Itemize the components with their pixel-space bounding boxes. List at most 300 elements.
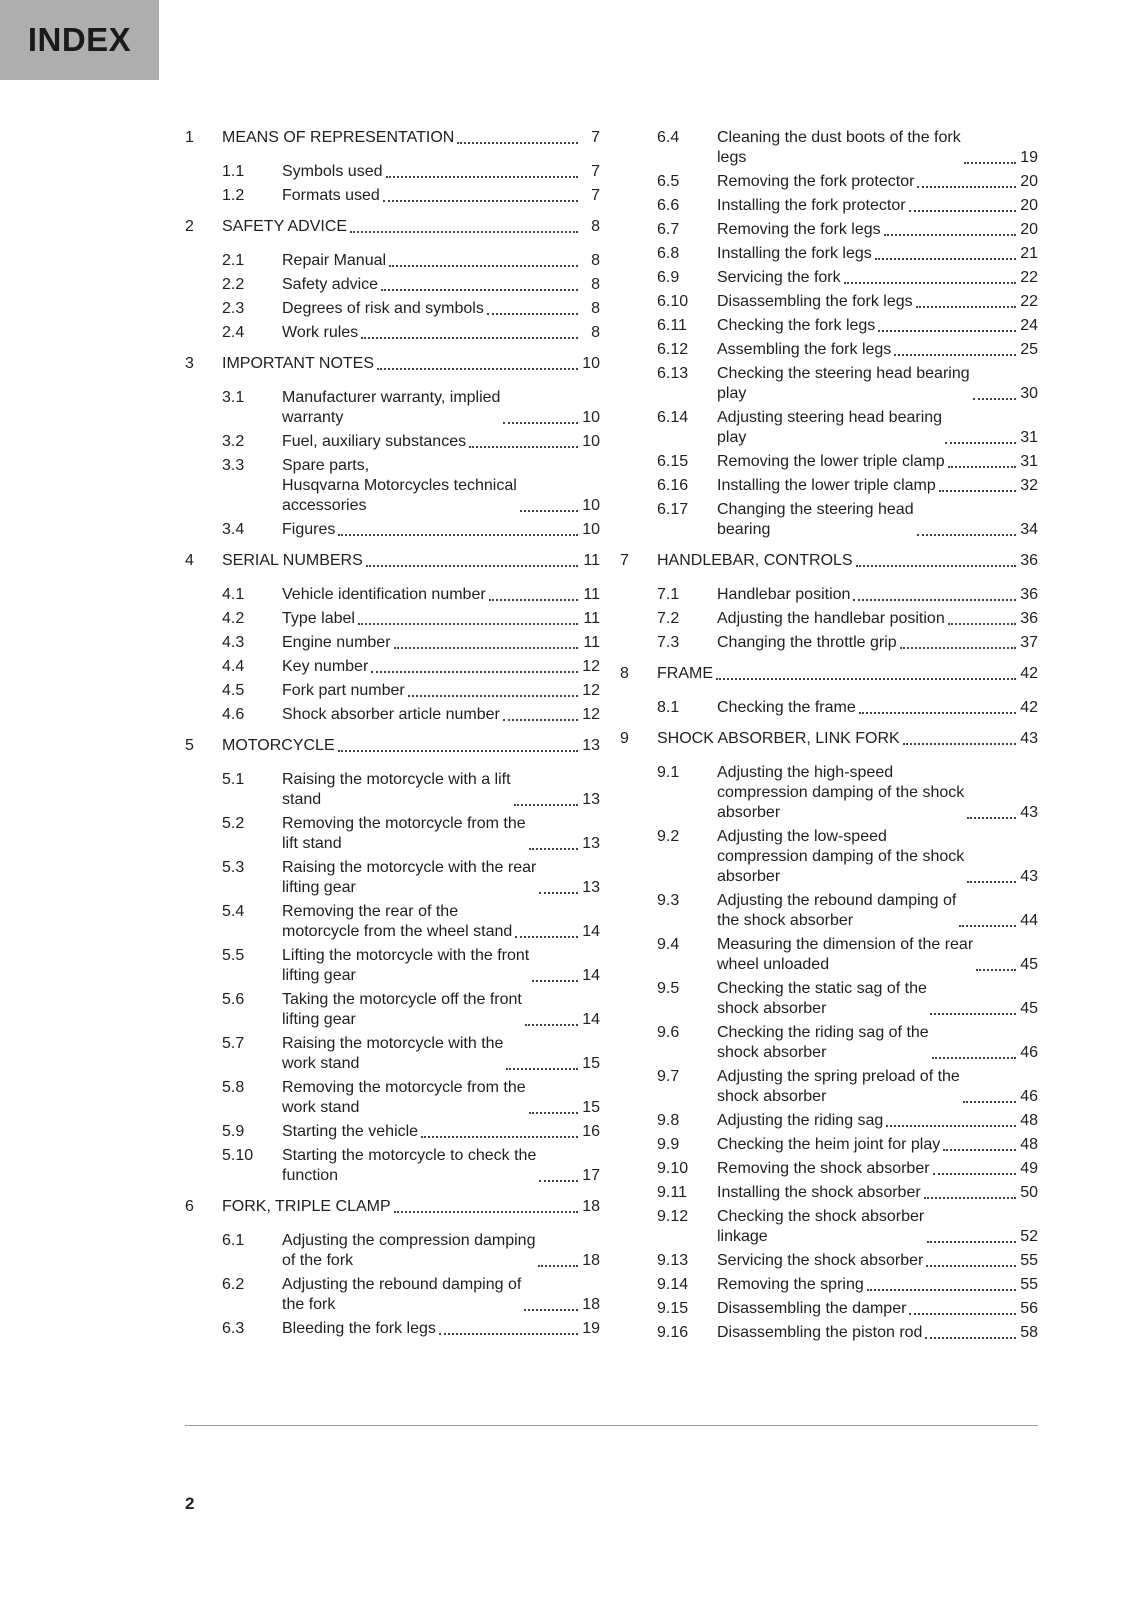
dot-leader bbox=[503, 719, 578, 721]
toc-subsection-title: Formats used bbox=[282, 187, 380, 204]
toc-section bbox=[185, 1197, 600, 1339]
toc-subsection-text bbox=[717, 1323, 1038, 1343]
toc-subsection-entry[interactable] bbox=[620, 364, 1038, 404]
toc-subsection-number: 9.2 bbox=[657, 828, 680, 845]
toc-subsection-number: 6.3 bbox=[222, 1320, 245, 1337]
toc-subsection-entry[interactable] bbox=[185, 1122, 600, 1142]
toc-subsection-entry[interactable] bbox=[620, 1275, 1038, 1295]
toc-subsection-text bbox=[717, 452, 1038, 472]
toc-subsection-text bbox=[717, 827, 1038, 887]
toc-subsection-number: 5.8 bbox=[222, 1079, 245, 1096]
toc-subsection-page: 13 bbox=[582, 835, 600, 852]
toc-section-title: HANDLEBAR, CONTROLS bbox=[657, 552, 853, 569]
toc-subsection-page: 13 bbox=[582, 879, 600, 896]
toc-subsection-entry[interactable] bbox=[185, 770, 600, 810]
toc-subsection-text bbox=[282, 705, 600, 725]
toc-subsection-number: 4.1 bbox=[222, 586, 245, 603]
toc-subsection-entry[interactable] bbox=[185, 946, 600, 986]
dot-leader bbox=[844, 282, 1016, 284]
dot-leader bbox=[967, 881, 1016, 883]
toc-subsection-entry[interactable] bbox=[185, 251, 600, 271]
toc-subsection-title: Removing the rear of the motorcycle from the wheel stand bbox=[282, 903, 513, 940]
toc-subsection-title: Safety advice bbox=[282, 276, 379, 293]
toc-section-title: SERIAL NUMBERS bbox=[222, 552, 363, 569]
toc-subsection-entry[interactable] bbox=[620, 585, 1038, 605]
toc-subsection-text bbox=[282, 681, 600, 701]
dot-leader bbox=[361, 337, 578, 339]
toc-subsection-page: 46 bbox=[1020, 1044, 1038, 1061]
toc-subsection-text bbox=[717, 172, 1038, 192]
toc-subsection-entry[interactable] bbox=[620, 1159, 1038, 1179]
toc-subsection-text bbox=[282, 770, 600, 810]
toc-subsection-entry[interactable] bbox=[185, 520, 600, 540]
toc-subsection-text bbox=[717, 220, 1038, 240]
toc-subsection-number: 7.3 bbox=[657, 634, 680, 651]
toc-section-text bbox=[657, 729, 1038, 749]
dot-leader bbox=[853, 599, 1016, 601]
toc-subsection-title: Starting the vehicle bbox=[282, 1123, 419, 1140]
toc-subsection-text bbox=[282, 1319, 600, 1339]
dot-leader bbox=[520, 510, 578, 512]
toc-subsection-number: 6.13 bbox=[657, 365, 689, 382]
toc-subsection-page: 8 bbox=[591, 276, 600, 293]
dot-leader bbox=[917, 186, 1016, 188]
dot-leader bbox=[338, 750, 578, 752]
toc-subsection-title: Adjusting the compression damping of the fork bbox=[282, 1232, 536, 1269]
dot-leader bbox=[389, 265, 578, 267]
toc-subsection-page: 15 bbox=[582, 1099, 600, 1116]
toc-subsection-text bbox=[717, 1275, 1038, 1295]
toc-subsection-title: Raising the motorcycle with the work stand bbox=[282, 1035, 504, 1072]
toc-subsection-page: 12 bbox=[582, 706, 600, 723]
toc-subsection-number: 7.2 bbox=[657, 610, 680, 627]
dot-leader bbox=[377, 368, 578, 370]
dot-leader bbox=[371, 671, 578, 673]
toc-subsection-page: 19 bbox=[1020, 149, 1038, 166]
toc-section-text bbox=[222, 1197, 600, 1217]
dot-leader bbox=[945, 442, 1016, 444]
toc-subsection-page: 34 bbox=[1020, 521, 1038, 538]
toc-subsection-entry[interactable] bbox=[185, 705, 600, 725]
toc-subsection-entry[interactable] bbox=[620, 244, 1038, 264]
toc-subsection-text bbox=[717, 316, 1038, 336]
dot-leader bbox=[538, 1265, 578, 1267]
toc-subsection-entry[interactable] bbox=[620, 500, 1038, 540]
toc-subsection-entry[interactable] bbox=[620, 827, 1038, 887]
toc-subsection-entry[interactable] bbox=[620, 1111, 1038, 1131]
toc-subsection-title: Checking the fork legs bbox=[717, 317, 876, 334]
toc-subsection-entry[interactable] bbox=[185, 299, 600, 319]
toc-subsection-text bbox=[282, 299, 600, 319]
toc-subsection-page: 56 bbox=[1020, 1300, 1038, 1317]
toc-section-entry[interactable] bbox=[620, 729, 1038, 749]
dot-leader bbox=[358, 623, 578, 625]
toc-subsection-text bbox=[717, 128, 1038, 168]
toc-subsection-entry[interactable] bbox=[185, 1146, 600, 1186]
toc-subsection-number: 1.1 bbox=[222, 163, 245, 180]
dot-leader bbox=[900, 647, 1016, 649]
toc-subsection-page: 10 bbox=[582, 497, 600, 514]
toc-subsection-text bbox=[717, 244, 1038, 264]
toc-section-page: 11 bbox=[583, 552, 600, 569]
toc-subsection-title: Adjusting the riding sag bbox=[717, 1112, 884, 1129]
toc-subsection-number: 4.5 bbox=[222, 682, 245, 699]
toc-subsection-number: 9.5 bbox=[657, 980, 680, 997]
toc-subsection-entry[interactable] bbox=[620, 763, 1038, 823]
toc-subsection-entry[interactable] bbox=[620, 292, 1038, 312]
toc-subsection-entry[interactable] bbox=[185, 609, 600, 629]
toc-subsection-title: Disassembling the piston rod bbox=[717, 1324, 923, 1341]
toc-section-page: 36 bbox=[1020, 552, 1038, 569]
toc-subsection-entry[interactable] bbox=[185, 681, 600, 701]
dot-leader bbox=[529, 1112, 578, 1114]
toc-subsection-number: 5.3 bbox=[222, 859, 245, 876]
toc-subsection-number: 6.7 bbox=[657, 221, 680, 238]
toc-section-entry[interactable] bbox=[185, 354, 600, 374]
toc-subsection-text bbox=[717, 1207, 1038, 1247]
toc-subsection-entry[interactable] bbox=[620, 196, 1038, 216]
toc-subsection-text bbox=[282, 990, 600, 1030]
toc-subsection-text bbox=[282, 1078, 600, 1118]
dot-leader bbox=[932, 1057, 1016, 1059]
toc-subsection-number: 2.1 bbox=[222, 252, 245, 269]
toc-subsection-entry[interactable] bbox=[185, 990, 600, 1030]
dot-leader bbox=[963, 1101, 1016, 1103]
toc-subsection-entry[interactable] bbox=[185, 432, 600, 452]
toc-subsection-entry[interactable] bbox=[185, 275, 600, 295]
toc-subsection-text bbox=[717, 1183, 1038, 1203]
toc-right-column bbox=[620, 128, 1038, 1354]
dot-leader bbox=[909, 1313, 1016, 1315]
toc-subsection-entry[interactable] bbox=[620, 316, 1038, 336]
toc-section-entry[interactable] bbox=[185, 217, 600, 237]
toc-subsection-page: 44 bbox=[1020, 912, 1038, 929]
toc-section-title: MEANS OF REPRESENTATION bbox=[222, 129, 455, 146]
toc-subsection-page: 36 bbox=[1020, 586, 1038, 603]
toc-subsection-title: Adjusting the handlebar position bbox=[717, 610, 945, 627]
toc-section-title: FRAME bbox=[657, 665, 713, 682]
toc-subsection-entry[interactable] bbox=[620, 1023, 1038, 1063]
toc-subsection-entry[interactable] bbox=[620, 633, 1038, 653]
toc-subsection-text bbox=[717, 979, 1038, 1019]
dot-leader bbox=[506, 1068, 578, 1070]
toc-subsection-text bbox=[282, 1122, 600, 1142]
toc-subsection-number: 4.3 bbox=[222, 634, 245, 651]
dot-leader bbox=[925, 1337, 1016, 1339]
toc-section-text bbox=[222, 551, 600, 571]
toc-subsection-title: Key number bbox=[282, 658, 369, 675]
toc-subsection-number: 9.9 bbox=[657, 1136, 680, 1153]
toc-subsection-entry[interactable] bbox=[185, 186, 600, 206]
toc-subsection-entry[interactable] bbox=[620, 609, 1038, 629]
toc-subsection-number: 9.4 bbox=[657, 936, 680, 953]
toc-subsection-title: Servicing the fork bbox=[717, 269, 841, 286]
toc-section-number: 6 bbox=[185, 1198, 194, 1215]
toc-section-entry[interactable] bbox=[620, 551, 1038, 571]
toc-subsection-text bbox=[282, 585, 600, 605]
toc-subsection-title: Installing the fork protector bbox=[717, 197, 906, 214]
toc-subsection-number: 6.9 bbox=[657, 269, 680, 286]
toc-subsection-page: 16 bbox=[582, 1123, 600, 1140]
toc-subsection-number: 4.4 bbox=[222, 658, 245, 675]
dot-leader bbox=[856, 565, 1016, 567]
dot-leader bbox=[878, 330, 1016, 332]
dot-leader bbox=[884, 234, 1016, 236]
toc-subsection-entry[interactable] bbox=[185, 585, 600, 605]
toc-subsection-page: 14 bbox=[582, 923, 600, 940]
toc-subsection-text bbox=[282, 946, 600, 986]
toc-subsection-entry[interactable] bbox=[185, 1034, 600, 1074]
toc-subsection-title: Measuring the dimension of the rear wheel unloaded bbox=[717, 936, 974, 973]
toc-subsection-title: Removing the fork legs bbox=[717, 221, 881, 238]
toc-subsection-page: 31 bbox=[1020, 453, 1038, 470]
toc-subsection-title: Adjusting the low-speed compression damping of the shock absorber bbox=[717, 828, 965, 885]
toc-subsection-number: 6.17 bbox=[657, 501, 689, 518]
dot-leader bbox=[973, 398, 1016, 400]
toc-subsection-page: 32 bbox=[1020, 477, 1038, 494]
toc-subsection-entry[interactable] bbox=[185, 1319, 600, 1339]
toc-subsection-entry[interactable] bbox=[620, 935, 1038, 975]
dot-leader bbox=[383, 200, 578, 202]
toc-subsection-page: 13 bbox=[582, 791, 600, 808]
toc-subsection-title: Vehicle identification number bbox=[282, 586, 486, 603]
toc-subsection-entry[interactable] bbox=[185, 1275, 600, 1315]
toc-subsection-entry[interactable] bbox=[620, 268, 1038, 288]
toc-subsection-entry[interactable] bbox=[620, 408, 1038, 448]
toc-subsection-page: 18 bbox=[582, 1296, 600, 1313]
toc-subsection-page: 19 bbox=[582, 1320, 600, 1337]
toc-subsection-title: Manufacturer warranty, implied warranty bbox=[282, 389, 501, 426]
dot-leader bbox=[532, 980, 578, 982]
toc-subsection-title: Installing the fork legs bbox=[717, 245, 872, 262]
toc-subsection-entry[interactable] bbox=[620, 452, 1038, 472]
toc-subsection-page: 48 bbox=[1020, 1136, 1038, 1153]
dot-leader bbox=[514, 804, 578, 806]
toc-section-entry[interactable] bbox=[185, 551, 600, 571]
toc-subsection-title: Engine number bbox=[282, 634, 391, 651]
dot-leader bbox=[939, 490, 1016, 492]
toc-subsection-entry[interactable] bbox=[620, 1207, 1038, 1247]
toc-subsection-title: Checking the static sag of the shock absorber bbox=[717, 980, 927, 1017]
toc-subsection-number: 6.5 bbox=[657, 173, 680, 190]
dot-leader bbox=[525, 1024, 578, 1026]
toc-section-title: FORK, TRIPLE CLAMP bbox=[222, 1198, 391, 1215]
dot-leader bbox=[964, 162, 1016, 164]
toc-section bbox=[620, 729, 1038, 1343]
toc-subsection-page: 20 bbox=[1020, 221, 1038, 238]
toc-subsection-entry[interactable] bbox=[185, 633, 600, 653]
toc-subsection-page: 43 bbox=[1020, 868, 1038, 885]
toc-subsection-number: 5.9 bbox=[222, 1123, 245, 1140]
dot-leader bbox=[976, 969, 1016, 971]
toc-section-number: 5 bbox=[185, 737, 194, 754]
toc-subsection-entry[interactable] bbox=[185, 1078, 600, 1118]
toc-subsection-title: Checking the riding sag of the shock absorber bbox=[717, 1024, 929, 1061]
toc-subsection-number: 9.13 bbox=[657, 1252, 689, 1269]
toc-subsection-entry[interactable] bbox=[185, 388, 600, 428]
toc-subsection-page: 52 bbox=[1020, 1228, 1038, 1245]
toc-subsection-title: Checking the steering head bearing play bbox=[717, 365, 970, 402]
toc-subsection-entry[interactable] bbox=[620, 128, 1038, 168]
toc-subsection-number: 6.11 bbox=[657, 317, 687, 334]
toc-subsection-number: 9.3 bbox=[657, 892, 680, 909]
toc-subsection-title: Fork part number bbox=[282, 682, 405, 699]
toc-subsection-page: 11 bbox=[583, 634, 600, 651]
toc-subsection-title: Disassembling the fork legs bbox=[717, 293, 913, 310]
toc-subsection-entry[interactable] bbox=[185, 657, 600, 677]
toc-subsection-list bbox=[620, 585, 1038, 653]
toc-subsection-page: 11 bbox=[583, 610, 600, 627]
toc-subsection-entry[interactable] bbox=[185, 323, 600, 343]
toc-subsection-page: 21 bbox=[1020, 245, 1038, 262]
toc-subsection-entry[interactable] bbox=[185, 1231, 600, 1271]
toc-subsection-page: 30 bbox=[1020, 385, 1038, 402]
toc-subsection-text bbox=[282, 1231, 600, 1271]
toc-subsection-page: 43 bbox=[1020, 804, 1038, 821]
toc-section-text bbox=[222, 736, 600, 756]
toc-subsection-title: Work rules bbox=[282, 324, 359, 341]
toc-section-entry[interactable] bbox=[185, 1197, 600, 1217]
toc-subsection-entry[interactable] bbox=[620, 172, 1038, 192]
toc-subsection-entry[interactable] bbox=[620, 1323, 1038, 1343]
toc-subsection-entry[interactable] bbox=[620, 698, 1038, 718]
dot-leader bbox=[948, 466, 1016, 468]
toc-subsection-title: Changing the throttle grip bbox=[717, 634, 897, 651]
toc-subsection-page: 45 bbox=[1020, 1000, 1038, 1017]
toc-section-number: 3 bbox=[185, 355, 194, 372]
toc-section bbox=[620, 664, 1038, 718]
toc-subsection-entry[interactable] bbox=[620, 220, 1038, 240]
toc-section bbox=[185, 551, 600, 725]
toc-section-entry[interactable] bbox=[185, 736, 600, 756]
toc-section bbox=[185, 128, 600, 206]
toc-subsection-list bbox=[185, 1231, 600, 1339]
dot-leader bbox=[408, 695, 578, 697]
dot-leader bbox=[927, 1241, 1016, 1243]
toc-subsection-page: 12 bbox=[582, 682, 600, 699]
toc-section-entry[interactable] bbox=[185, 128, 600, 148]
dot-leader bbox=[959, 925, 1016, 927]
toc-subsection-number: 2.3 bbox=[222, 300, 245, 317]
toc-subsection-page: 36 bbox=[1020, 610, 1038, 627]
toc-subsection-text bbox=[717, 1159, 1038, 1179]
dot-leader bbox=[503, 422, 578, 424]
toc-section-text bbox=[657, 551, 1038, 571]
toc-subsection-title: Starting the motorcycle to check the function bbox=[282, 1147, 537, 1184]
toc-subsection-number: 3.1 bbox=[222, 389, 245, 406]
toc-left-column bbox=[185, 128, 600, 1350]
toc-subsection-number: 9.8 bbox=[657, 1112, 680, 1129]
toc-subsection-page: 10 bbox=[582, 433, 600, 450]
toc-subsection-entry[interactable] bbox=[185, 902, 600, 942]
toc-subsection-entry[interactable] bbox=[620, 1251, 1038, 1271]
dot-leader bbox=[933, 1173, 1016, 1175]
toc-subsection-entry[interactable] bbox=[620, 1299, 1038, 1319]
toc-subsection-number: 7.1 bbox=[657, 586, 680, 603]
toc-subsection-page: 8 bbox=[591, 252, 600, 269]
toc-subsection-entry[interactable] bbox=[620, 476, 1038, 496]
toc-subsection-page: 8 bbox=[591, 300, 600, 317]
toc-subsection-entry[interactable] bbox=[620, 1067, 1038, 1107]
dot-leader bbox=[469, 446, 578, 448]
dot-leader bbox=[529, 848, 578, 850]
toc-subsection-number: 6.2 bbox=[222, 1276, 245, 1293]
toc-subsection-page: 11 bbox=[583, 586, 600, 603]
page-number: 2 bbox=[185, 1494, 195, 1513]
toc-subsection-text bbox=[717, 609, 1038, 629]
toc-subsection-entry[interactable] bbox=[620, 1135, 1038, 1155]
toc-subsection-page: 49 bbox=[1020, 1160, 1038, 1177]
toc-subsection-page: 22 bbox=[1020, 293, 1038, 310]
toc-subsection-number: 2.2 bbox=[222, 276, 245, 293]
toc-section-number: 9 bbox=[620, 730, 629, 747]
dot-leader bbox=[875, 258, 1016, 260]
toc-subsection-text bbox=[282, 186, 600, 206]
dot-leader bbox=[338, 534, 578, 536]
toc-subsection-entry[interactable] bbox=[620, 340, 1038, 360]
toc-subsection-entry[interactable] bbox=[185, 814, 600, 854]
toc-subsection-entry[interactable] bbox=[185, 858, 600, 898]
toc-section-entry[interactable] bbox=[620, 664, 1038, 684]
toc-subsection-entry[interactable] bbox=[620, 1183, 1038, 1203]
toc-subsection-text bbox=[282, 609, 600, 629]
toc-subsection-number: 5.2 bbox=[222, 815, 245, 832]
toc-subsection-title: Servicing the shock absorber bbox=[717, 1252, 924, 1269]
toc-subsection-number: 5.1 bbox=[222, 771, 245, 788]
toc-subsection-text bbox=[282, 814, 600, 854]
toc-subsection-title: Type label bbox=[282, 610, 355, 627]
toc-subsection-number: 6.12 bbox=[657, 341, 689, 358]
toc-subsection-title: Raising the motorcycle with a lift stand bbox=[282, 771, 511, 808]
index-tab bbox=[0, 0, 159, 80]
dot-leader bbox=[916, 306, 1016, 308]
toc-section bbox=[620, 128, 1038, 540]
toc-section-text bbox=[222, 128, 600, 148]
toc-subsection-entry[interactable] bbox=[620, 979, 1038, 1019]
toc-subsection-entry[interactable] bbox=[620, 891, 1038, 931]
dot-leader bbox=[948, 623, 1016, 625]
toc-subsection-title: Symbols used bbox=[282, 163, 383, 180]
toc-subsection-text bbox=[282, 388, 600, 428]
toc-subsection-text bbox=[717, 935, 1038, 975]
footer-divider bbox=[185, 1425, 1038, 1426]
toc-subsection-title: Taking the motorcycle off the front lifting gear bbox=[282, 991, 522, 1028]
toc-subsection-number: 5.4 bbox=[222, 903, 245, 920]
toc-subsection-page: 58 bbox=[1020, 1324, 1038, 1341]
toc-subsection-page: 14 bbox=[582, 967, 600, 984]
toc-subsection-text bbox=[282, 162, 600, 182]
toc-subsection-number: 9.15 bbox=[657, 1300, 689, 1317]
toc-subsection-number: 9.12 bbox=[657, 1208, 689, 1225]
dot-leader bbox=[930, 1013, 1016, 1015]
toc-subsection-title: Repair Manual bbox=[282, 252, 387, 269]
dot-leader bbox=[394, 647, 578, 649]
toc-subsection-page: 22 bbox=[1020, 269, 1038, 286]
toc-subsection-number: 5.10 bbox=[222, 1147, 254, 1164]
toc-subsection-text bbox=[717, 340, 1038, 360]
toc-subsection-title: Adjusting the rebound damping of the shock absorber bbox=[717, 892, 957, 929]
toc-subsection-title: Removing the shock absorber bbox=[717, 1160, 930, 1177]
toc-subsection-text bbox=[282, 1146, 600, 1186]
toc-subsection-title: Adjusting the rebound damping of the fork bbox=[282, 1276, 522, 1313]
toc-section-text bbox=[222, 217, 600, 237]
toc-subsection-text bbox=[717, 633, 1038, 653]
toc-subsection-entry[interactable] bbox=[185, 162, 600, 182]
toc-section-number: 1 bbox=[185, 129, 194, 146]
toc-subsection-entry[interactable] bbox=[185, 456, 600, 516]
dot-leader bbox=[366, 565, 578, 567]
toc-subsection-text bbox=[717, 292, 1038, 312]
